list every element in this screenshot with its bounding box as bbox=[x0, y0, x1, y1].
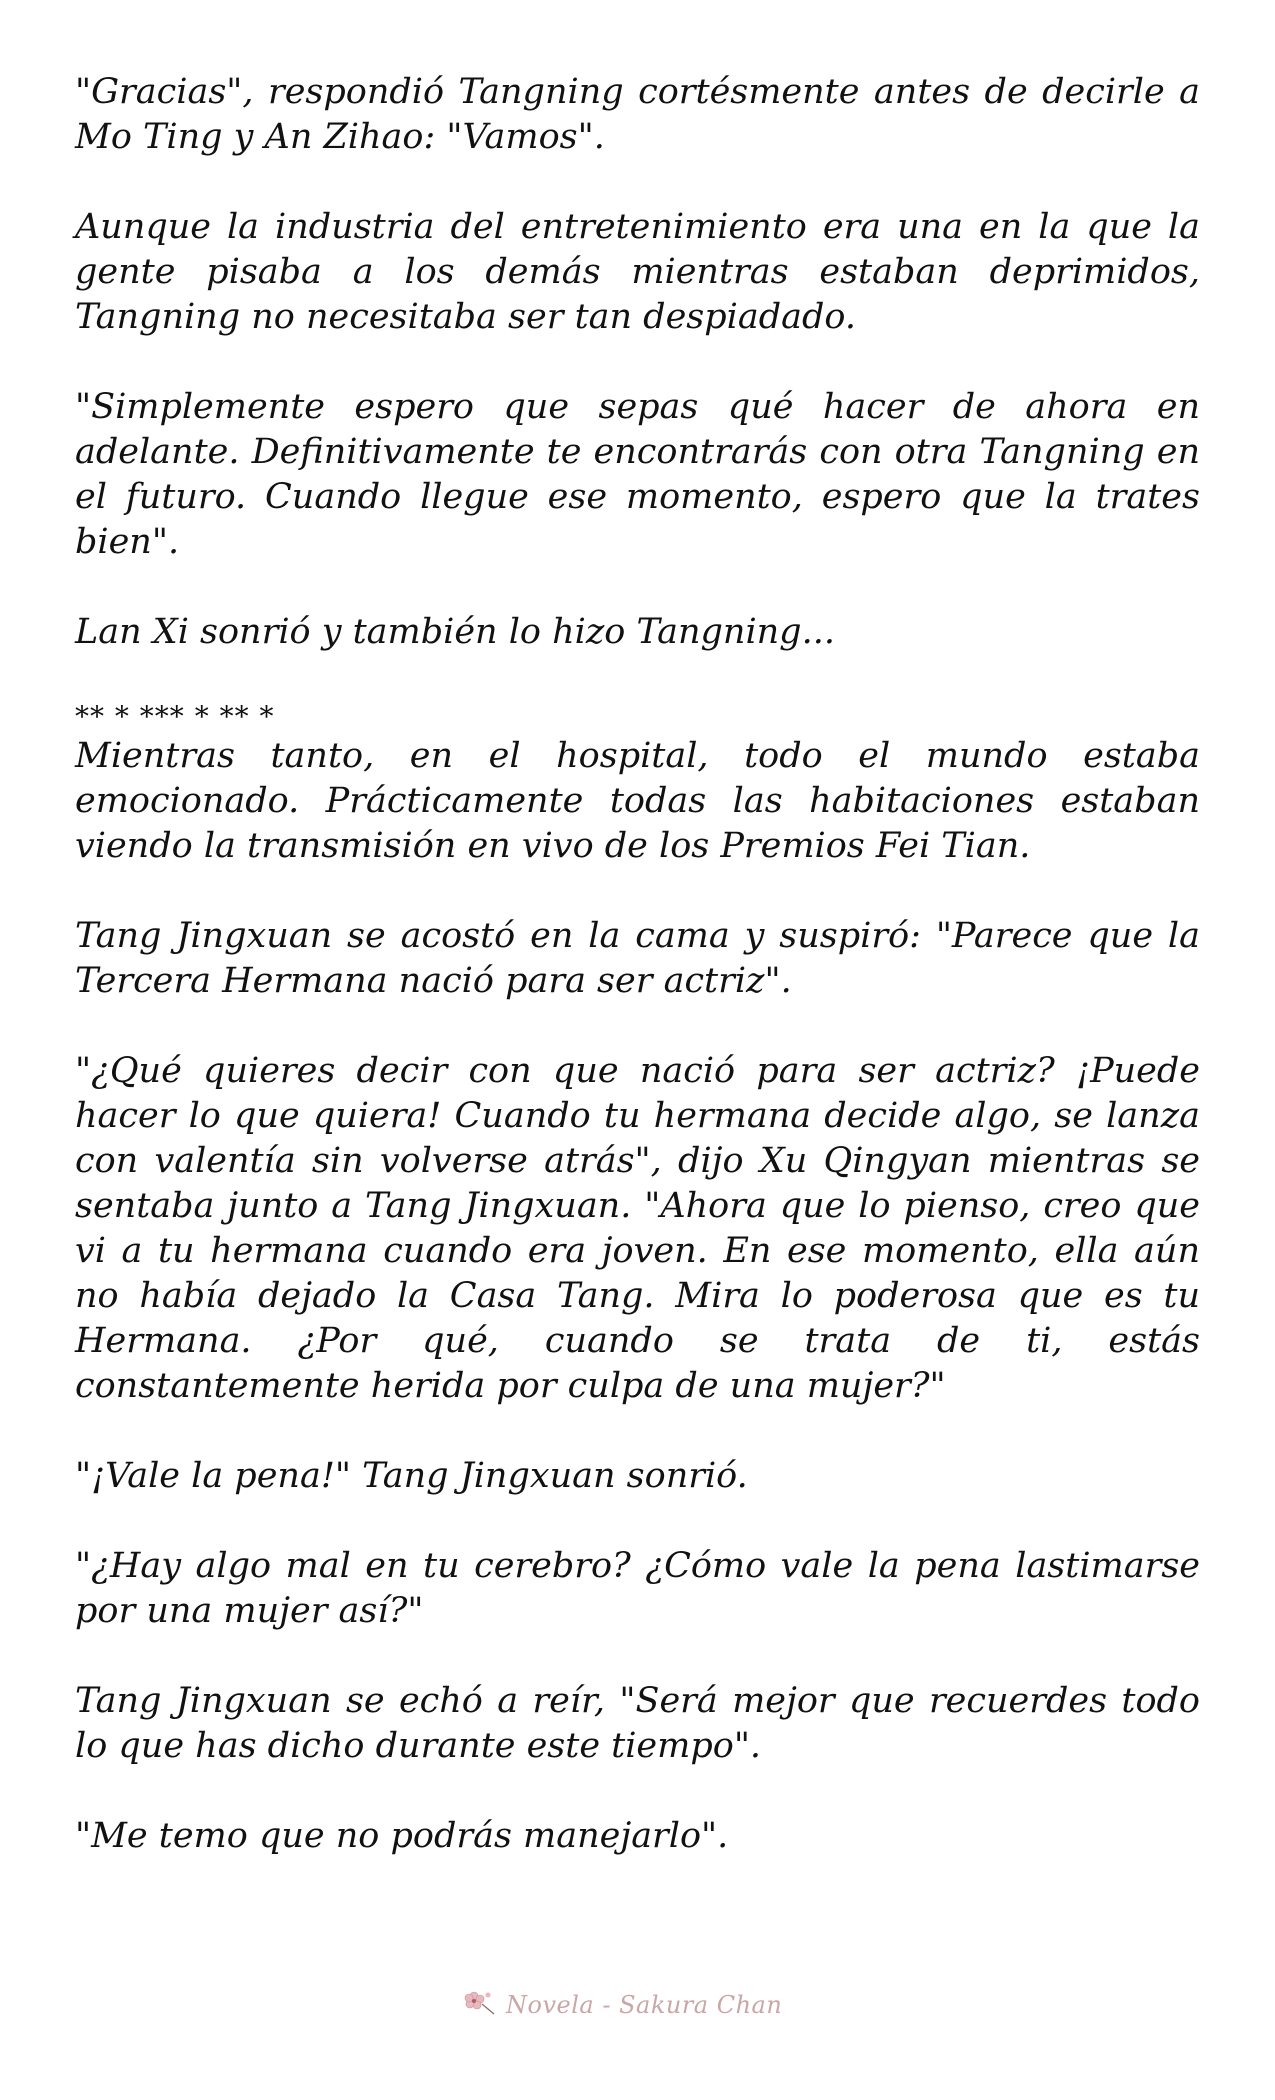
paragraph-6: Tang Jingxuan se acostó en la cama y suspiró: "Parece que la Tercera Hermana nació para ser actriz". bbox=[75, 916, 1200, 1001]
cherry-blossom-icon bbox=[460, 1986, 498, 2025]
scene-separator: ** * *** * ** * bbox=[75, 700, 275, 733]
paragraph-7: "¿Qué quieres decir con que nació para ser actriz? ¡Puede hacer lo que quiera! Cuando tu hermana decide algo, se lanza con valentía sin volverse atrás", dijo Xu Qingyan mientras se sentaba junto a Tang Jingxuan. "Ahora que lo pienso, creo que vi a tu hermana cuando era joven. En ese momento, ella aún no había dejado la Casa Tang. Mira lo poderosa que es tu Hermana. ¿Por qué, cuando se trata de ti, estás constantemente herida por culpa de una mujer?" bbox=[75, 1051, 1200, 1406]
paragraph-4: Lan Xi sonrió y también lo hizo Tangning... bbox=[75, 612, 835, 652]
paragraph-10: Tang Jingxuan se echó a reír, "Será mejor que recuerdes todo lo que has dicho durante este tiempo". bbox=[75, 1681, 1200, 1766]
watermark-text: Novela - Sakura Chan bbox=[506, 1991, 783, 2019]
paragraph-11: "Me temo que no podrás manejarlo". bbox=[75, 1816, 729, 1856]
paragraph-9: "¿Hay algo mal en tu cerebro? ¿Cómo vale la pena lastimarse por una mujer así?" bbox=[75, 1546, 1200, 1631]
paragraph-8: "¡Vale la pena!" Tang Jingxuan sonrió. bbox=[75, 1456, 748, 1496]
paragraph-1: "Gracias", respondió Tangning cortésmente antes de decirle a Mo Ting y An Zihao: "Vamos". bbox=[75, 72, 1200, 157]
document-body bbox=[75, 70, 1200, 1859]
paragraph-2: Aunque la industria del entretenimiento era una en la que la gente pisaba a los demás mientras estaban deprimidos, Tangning no necesitaba ser tan despiadado. bbox=[75, 207, 1200, 337]
watermark bbox=[460, 1985, 840, 2025]
paragraph-5: Mientras tanto, en el hospital, todo el mundo estaba emocionado. Prácticamente todas las habitaciones estaban viendo la transmisión en vivo de los Premios Fei Tian. bbox=[75, 736, 1200, 866]
paragraph-3: "Simplemente espero que sepas qué hacer de ahora en adelante. Definitivamente te encontrarás con otra Tangning en el futuro. Cuando llegue ese momento, espero que la trates bien". bbox=[75, 387, 1200, 562]
